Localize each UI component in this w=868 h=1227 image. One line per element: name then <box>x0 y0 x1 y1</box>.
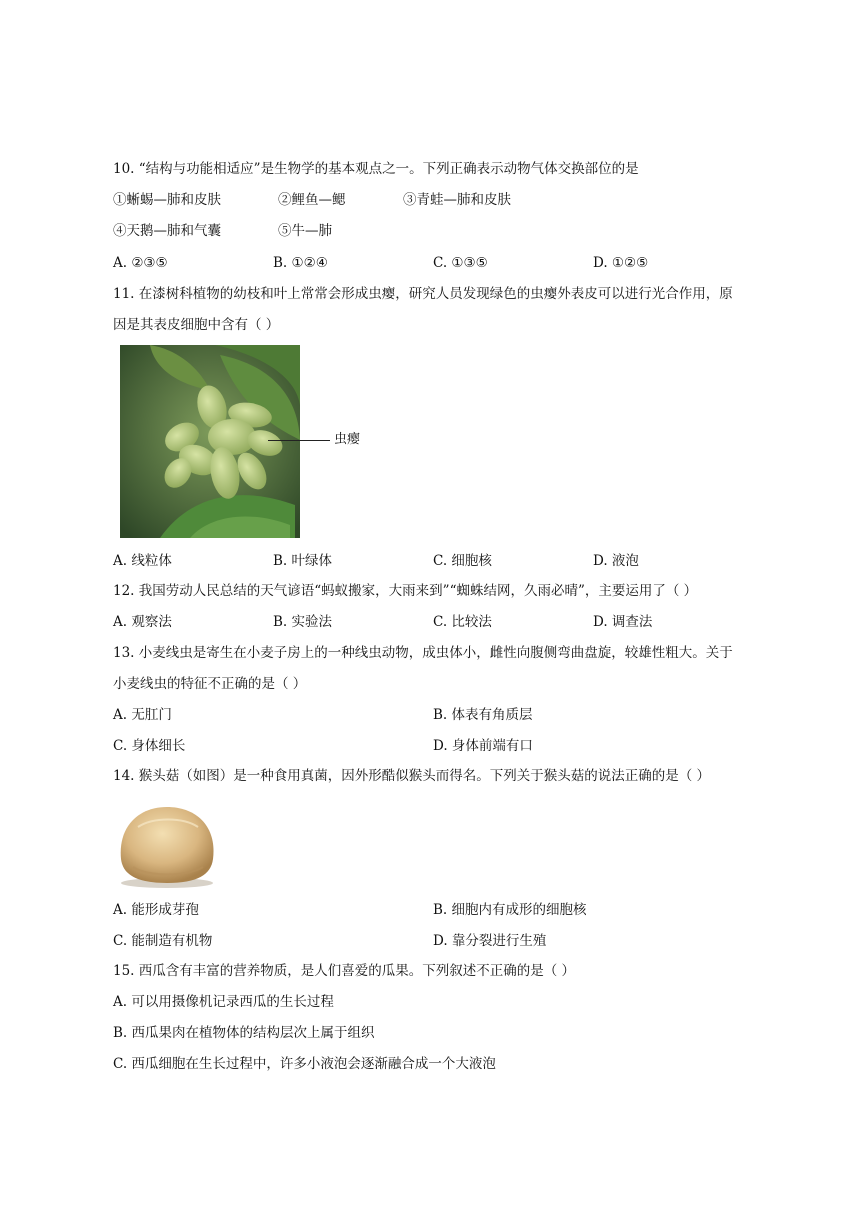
q12-stem: 12. 我国劳动人民总结的天气谚语“蚂蚁搬家，大雨来到”“蜘蛛结网，久雨必晴”，主要运用了（ ） <box>113 583 698 599</box>
gall-label: 虫瘿 <box>334 432 361 447</box>
q15-option-b: B. 西瓜果肉在植物体的结构层次上属于组织 <box>113 1025 375 1041</box>
q12-option-d: D. 调查法 <box>593 614 653 630</box>
insect-gall-photo <box>120 345 300 538</box>
q10-item-4: ④天鹅—肺和气囊 <box>113 223 221 239</box>
mushroom-illustration <box>113 797 221 889</box>
q14-option-c: C. 能制造有机物 <box>113 933 213 949</box>
q10-item-1: ①蜥蜴—肺和皮肤 <box>113 192 221 208</box>
q11-stem-line2: 因是其表皮细胞中含有（ ） <box>113 317 280 333</box>
q10-option-b: B. ①②④ <box>273 255 328 271</box>
q15-option-a: A. 可以用摄像机记录西瓜的生长过程 <box>113 994 334 1010</box>
q10-stem: 10. “结构与功能相适应”是生物学的基本观点之一。下列正确表示动物气体交换部位的是 <box>113 161 639 177</box>
q13-option-a: A. 无肛门 <box>113 707 172 723</box>
q15-option-c: C. 西瓜细胞在生长过程中，许多小液泡会逐渐融合成一个大液泡 <box>113 1056 496 1072</box>
q13-option-b: B. 体表有角质层 <box>433 707 533 723</box>
q11-option-a: A. 线粒体 <box>113 553 172 569</box>
q14-option-d: D. 靠分裂进行生殖 <box>433 933 547 949</box>
q14-stem: 14. 猴头菇（如图）是一种食用真菌，因外形酷似猴头而得名。下列关于猴头菇的说法正确的是（ ） <box>113 768 711 784</box>
q12-option-c: C. 比较法 <box>433 614 492 630</box>
q11-stem-line1: 11. 在漆树科植物的幼枝和叶上常常会形成虫瘿，研究人员发现绿色的虫瘿外表皮可以进行光合作用，原 <box>113 286 733 302</box>
q15-stem: 15. 西瓜含有丰富的营养物质，是人们喜爱的瓜果。下列叙述不正确的是（ ） <box>113 963 576 979</box>
q10-item-3: ③青蛙—肺和皮肤 <box>403 192 511 208</box>
q10-item-2: ②鲤鱼—鳃 <box>278 192 346 208</box>
q13-stem-line1: 13. 小麦线虫是寄生在小麦子房上的一种线虫动物，成虫体小，雌性向腹侧弯曲盘旋，较雄性粗大。关于 <box>113 645 733 661</box>
q13-stem-line2: 小麦线虫的特征不正确的是（ ） <box>113 676 307 692</box>
q12-option-b: B. 实验法 <box>273 614 333 630</box>
q10-option-c: C. ①③⑤ <box>433 255 488 271</box>
q12-option-a: A. 观察法 <box>113 614 172 630</box>
gall-pointer-line <box>268 440 330 441</box>
q13-option-d: D. 身体前端有口 <box>433 738 533 754</box>
q11-option-b: B. 叶绿体 <box>273 553 333 569</box>
q14-option-a: A. 能形成芽孢 <box>113 902 199 918</box>
q14-option-b: B. 细胞内有成形的细胞核 <box>433 902 587 918</box>
q10-item-5: ⑤牛—肺 <box>278 223 332 239</box>
monkey-head-mushroom-photo <box>113 797 221 889</box>
q10-option-a: A. ②③⑤ <box>113 255 168 271</box>
q11-option-d: D. 液泡 <box>593 553 639 569</box>
q10-option-d: D. ①②⑤ <box>593 255 649 271</box>
insect-gall-illustration <box>120 345 300 538</box>
q13-option-c: C. 身体细长 <box>113 738 186 754</box>
q11-option-c: C. 细胞核 <box>433 553 492 569</box>
